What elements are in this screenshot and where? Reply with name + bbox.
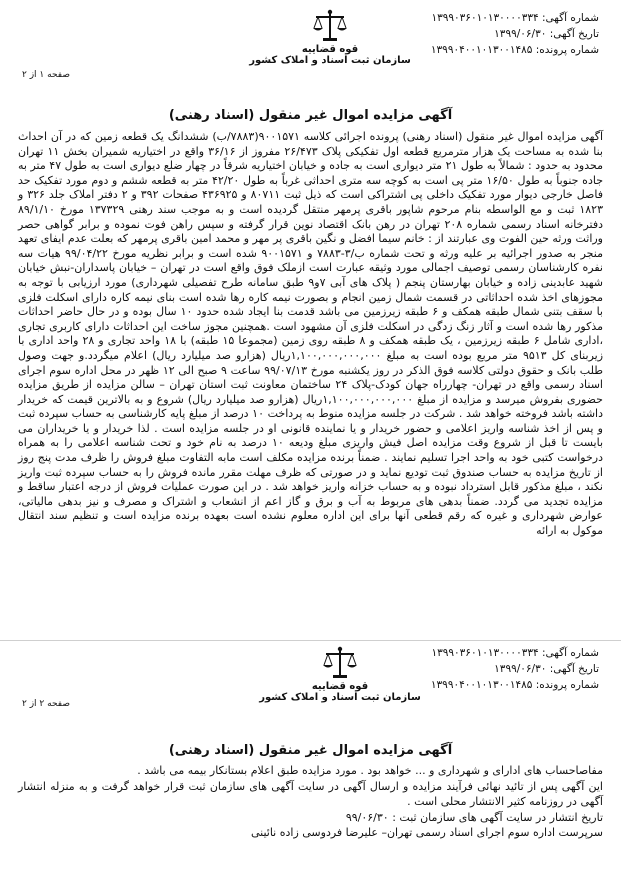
notice-title: آگهی مزایده اموال غیر منقول (اسناد رهنی)	[168, 743, 453, 758]
body-paragraph: آگهی مزایده اموال غیر منقول (اسناد رهنی) پرونده اجرائی کلاسه ۹۰۰۱۵۷۱(۷۸۸۳/ب) ششدانگ یک قطعه زمین که در آن احداث بنا شده به مساحت یک هزار مترمربع قطعه اول تفکیکی پلاک ۲۶/۴۷۳ مفروز از ۳۶/۱۶ واقع در اختیاریه شمیران بخش ۱۱ تهران محدود به حدود : شمالاً به طول ۲۱ متر دیواری است به جاده و خیابان اختیاریه شرقاً در چهار ضلع دیواری است به طول ۴۷ متر به جاده جنوباً به طول ۱۶/۵۰ متر پی است به کوچه سه متری احداثی غرباً به طول ۴۲/۲۰ متر به قطعه ششم و دوم مورد تفکیک حد فاصل خارجی دیوار مورد تفکیک داخلی پی اشتراکی است که ذیل ثبت ۸۰۷۱۱ و ۴۳۶۹۲۵ صفحات ۳۹۲ و ۲ دفتر املاک جلد ۳۲۶ و ۱۸۲۳ ثبت و مع الواسطه بنام مرحوم شاپور باقری پرمهر منتقل گردیده است و به موجب سند رهنی ۱۳۷۳۲۹ مورخ ۸۹/۱/۱۰ دفترخانه اسناد رسمی شماره ۲۰۸ تهران در رهن بانک اقتصاد نوین قرار گرفته و سپس راهن فوت نموده و برابر گواهی حصر وراثت ورثه حین الفوت وی عبارتند از : خانم سیما افضل و نگین باقری پر مهر و محمد امین باقری پرمهر که بعلت عدم ایفای تعهد منجر به صدور اجرائیه بر علیه ورثه و تحت شماره ب/۳-۷۸۸۳ و ۹۰۰۱۵۷۱ شده است و برابر نظریه مورخ ۹۹/۰۴/۲۲ هیات سه نفره کارشناسان رسمی توصیف اجمالی مورد وثیقه عبارت است ازملک فوق واقع است در تهران – خیابان پاسداران-نبش خیابان شهید عابدینی زاده و خیابان بهارستان پنجم ( پلاک های آبی ۷و۹ طبق سامانه طرح تفصیلی شهرداری) مورد ارزیابی با توجه به مجوزهای اخذ شده احداثاتی در قسمت شمال زمین انجام و بصورت نیمه کاره رها شده است بنای نیمه کاره دارای اسکلت فلزی با سقف بتنی شمال طبقه همکف و ۶ طبقه زیرزمین می باشد قدمت بنا ایجاد شده حدود ۱۰ سال بوده و در حال حاضر احداثات مذکور رها شده است و آثار زنگ زدگی در اسکلت فلزی آن مشهود است .همچنین مجوز ساخت این احداثات دارای کاربری تجاری ،اداری شامل ۶ طبقه زیرزمین ، یک طبقه همکف و ۸ طبقه روی زمین (مجموعا ۱۵ طبقه) با ۱۸ واحد تجاری و ۲۸ واحد اداری با زیربنای کل ۹۵۱۳ متر مربع بوده است به مبلغ ۱,۱۰۰,۰۰۰,۰۰۰,۰۰۰ریال (هزارو صد میلیارد ریال) اعلام میگردد.و جهت وصول طلب بانک و حقوق دولتی کلاسه فوق الذکر در روز یکشنبه مورخ ۹۹/۰۷/۱۳ ساعت ۹ صبح الی ۱۲ ظهر در محل اداره سوم اجرای اسناد رسمی واقع در تهران- چهارراه جهان کودک-پلاک ۲۴ ساختمان معاونت ثبت استان تهران – سالن مزایده از طریق مزایده حضوری بفروش میرسد و مزایده از مبلغ ۱,۱۰۰,۰۰۰,۰۰۰,۰۰۰ریال (هزارو صد میلیارد ریال) شروع و به بالاترین قیمت که خریدار داشته باشد فروخته خواهد شد . شرکت در جلسه مزایده منوط به پرداخت ۱۰ درصد از مبلغ پایه کارشناسی به حساب سپرده ثبت و پس از اخذ شناسه واریز اعلامی و حضور خریدار و یا نماینده قانونی او در جلسه مزایده است . لذا خریدار و یا خریداران می بایست تا قبل از شروع وقت مزایده اصل فیش واریزی مبلغ ودیعه ۱۰ درصد به نام خود و تحت شناسه اعلامی را به همراه درخواست کتبی خود به واحد اجرا تسلیم نمایند . ضمناً برنده مزایده مکلف است مابه التفاوت مبلغ فروش را ظرف مدت پنج روز از تاریخ مزایده به حساب صندوق ثبت تودیع نماید و در صورتی که ظرف مهلت مقرر مانده فروش را به حساب سپرده ثبت واریز نکند ، مبلغ مذکور قابل استرداد نبوده و به حساب خزانه واریز خواهد شد . در این صورت عملیات فروش از درجه اعتبار ساقط و مزایده تجدید می گردد. ضمناً بدهی های مربوط به آب و برق و گاز اعم از انشعاب و اشتراک و مصرف و نیز بدهی مالیاتی، عوارض شهرداری و غیره که رقم قطعی آنها برای این اداره معلوم نشده است بعهده برنده مزایده است و تنظیم سند انتقال موکول به ارائه	[18, 130, 604, 538]
notice-date: تاریخ آگهی: ۱۳۹۹/۰۶/۳۰	[494, 663, 599, 675]
notice-body	[18, 763, 603, 841]
judiciary-name: قوه قضاییه	[301, 44, 359, 55]
judiciary-emblem	[230, 8, 430, 66]
registration-org-name: سازمان ثبت اسناد و املاک کشور	[249, 55, 411, 66]
notice-meta	[431, 10, 599, 58]
scales-of-justice-icon	[310, 8, 350, 44]
page-label: صفحه ۱ از ۲	[22, 70, 70, 80]
body-line: مفاصاحساب های ادارای و شهرداری و ... خواهد بود . مورد مزایده طبق اعلام بستانکار بیمه می باشد .	[137, 764, 603, 777]
page-label: صفحه ۲ از ۲	[22, 699, 70, 709]
judiciary-name: قوه قضاییه	[311, 681, 369, 692]
file-number: شماره پرونده: ۱۳۹۹۰۴۰۰۱۰۱۳۰۰۱۴۸۵	[430, 679, 599, 691]
scales-of-justice-icon	[320, 645, 360, 681]
notice-date: تاریخ آگهی: ۱۳۹۹/۰۶/۳۰	[494, 28, 599, 40]
notice-number: شماره آگهی: ۱۳۹۹۰۳۶۰۱۰۱۳۰۰۰۰۳۳۴	[431, 647, 599, 659]
notice-number: شماره آگهی: ۱۳۹۹۰۳۶۰۱۰۱۳۰۰۰۰۳۳۴	[431, 12, 599, 24]
registration-org-name: سازمان ثبت اسناد و املاک کشور	[259, 692, 421, 703]
signatory-line: سرپرست اداره سوم اجرای اسناد رسمی تهران– علیرضا فردوسی زاده نائینی	[250, 826, 603, 839]
notice-title: آگهی مزایده اموال غیر منقول (اسناد رهنی)	[168, 108, 453, 123]
page-two	[0, 640, 621, 893]
notice-body	[18, 130, 603, 539]
judiciary-emblem	[240, 645, 440, 703]
publication-date-line: تاریخ انتشار در سایت آگهی های سازمان ثبت : ۹۹/۰۶/۳۰	[345, 810, 603, 824]
body-line: این آگهی پس از تائید نهائی فرآیند مزایده و ارسال آگهی در سایت آگهی های سازمان ثبت قرار خواهد گرفت و به منزله انتشار آگهی در روزنامه کثیر الانتشار محلی است .	[18, 779, 603, 808]
file-number: شماره پرونده: ۱۳۹۹۰۴۰۰۱۰۱۳۰۰۱۴۸۵	[430, 44, 599, 56]
notice-meta	[431, 645, 599, 693]
